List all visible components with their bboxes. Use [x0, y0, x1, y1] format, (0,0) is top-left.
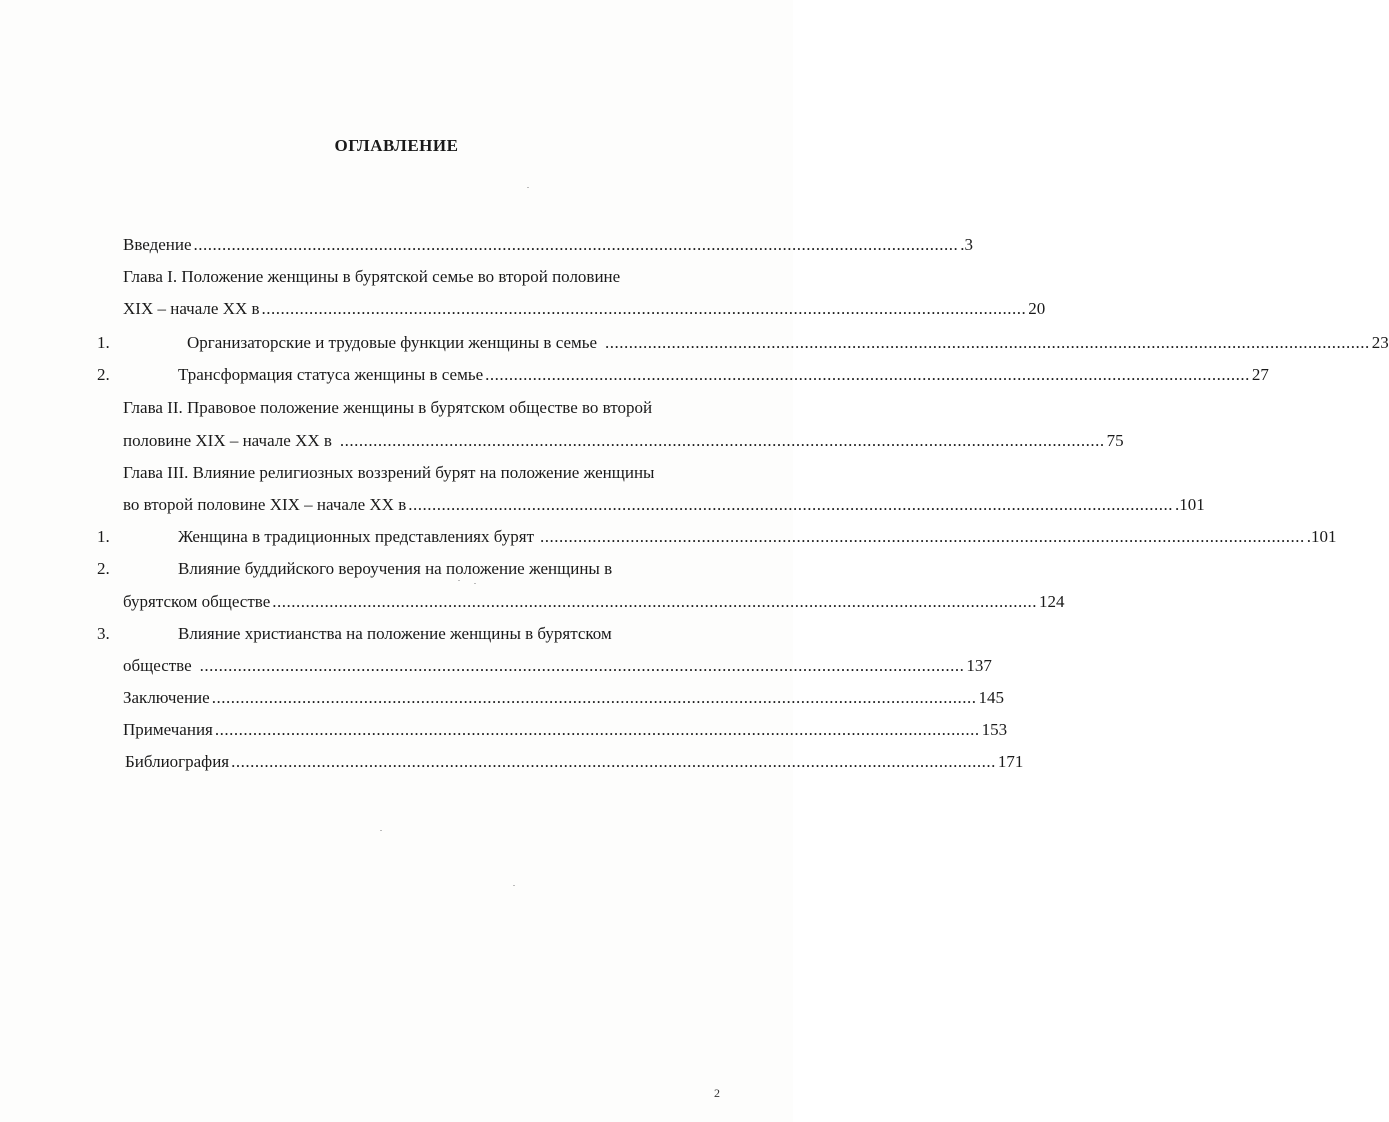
toc-entry-ch2-line2: [123, 431, 1124, 451]
toc-entry-ch1-s2: [178, 365, 1269, 385]
toc-entry-ch1-s1: [187, 333, 1389, 353]
leader-dots: .................................................................................................................................................................: [261, 299, 1027, 318]
toc-entry-ch2-line1: Глава II. Правовое положение женщины в бурятском обществе во второй: [123, 398, 653, 417]
toc-entry-ch3-s1: [178, 527, 1337, 547]
scan-speck: [474, 583, 476, 584]
toc-entry-number: 1.: [97, 333, 110, 352]
toc-entry-label: обществе: [123, 656, 192, 675]
leader-dots: .................................................................................................................................................................: [408, 495, 1173, 514]
page-title: ОГЛАВЛЕНИЕ: [334, 136, 459, 155]
toc-entry-conclusion: [123, 688, 1004, 708]
leader-dots: .................................................................................................................................................................: [214, 720, 980, 739]
toc-entry-ch3-line1: Глава III. Влияние религиозных воззрений бурят на положение женщины: [123, 463, 655, 482]
toc-entry-number: 2.: [97, 559, 110, 578]
toc-entry-page: 20: [1028, 299, 1046, 318]
toc-entry-page: .3: [960, 235, 974, 254]
page-number: 2: [714, 1086, 720, 1100]
toc-entry-label: Библиография: [125, 752, 230, 771]
toc-entry-notes: [123, 720, 1008, 740]
toc-entry-label: Организаторские и трудовые функции женщины в семье: [187, 333, 598, 352]
toc-entry-label: Заключение: [123, 688, 210, 707]
toc-entry-number: 2.: [97, 365, 110, 384]
leader-dots: .................................................................................................................................................................: [211, 688, 977, 707]
toc-entry-label: бурятском обществе: [123, 592, 271, 611]
toc-entry-label: Примечания: [123, 720, 213, 739]
leader-dots: .................................................................................................................................................................: [193, 235, 959, 254]
toc-entry-page: 153: [981, 720, 1008, 739]
toc-entry-page: 27: [1251, 365, 1269, 384]
toc-entry-label: Введение: [123, 235, 192, 254]
toc-entry-ch3-s3-line1: Влияние христианства на положение женщины в бурятском: [178, 624, 612, 643]
leader-dots: .................................................................................................................................................................: [339, 431, 1105, 450]
toc-entry-label: XIX – начале XX в: [123, 299, 260, 318]
toc-entry-page: .101: [1174, 495, 1205, 514]
scan-speck: [513, 885, 515, 886]
toc-entry-label: Женщина в традиционных представлениях бурят: [178, 527, 535, 546]
scan-speck: [458, 580, 460, 581]
toc-entry-label: половине XIX – начале XX в: [123, 431, 332, 450]
toc-entry-page: 75: [1106, 431, 1124, 450]
leader-dots: .................................................................................................................................................................: [485, 365, 1250, 384]
toc-entry-page: .101: [1306, 527, 1337, 546]
leader-dots: .................................................................................................................................................................: [540, 527, 1305, 546]
toc-entry-page: 137: [966, 656, 992, 675]
scan-speck: [527, 187, 529, 188]
toc-entry-label: во второй половине XIX – начале XX в: [123, 495, 407, 514]
scan-speck: [380, 830, 382, 831]
toc-entry-page: 145: [978, 688, 1004, 707]
toc-entry-ch3-s3-line2: [123, 656, 992, 676]
leader-dots: .................................................................................................................................................................: [199, 656, 965, 675]
toc-entry-intro: [123, 235, 974, 255]
toc-entry-label: Трансформация статуса женщины в семье: [178, 365, 484, 384]
toc-entry-page: 171: [997, 752, 1024, 771]
leader-dots: .................................................................................................................................................................: [605, 333, 1370, 352]
toc-entry-ch3-s2-line1: Влияние буддийского вероучения на положение женщины в: [178, 559, 613, 578]
toc-entry-page: 124: [1039, 592, 1065, 611]
toc-entry-bibliography: [125, 752, 1024, 772]
toc-entry-ch3-line2: [123, 495, 1205, 515]
leader-dots: .................................................................................................................................................................: [272, 592, 1037, 611]
toc-entry-number: 3.: [97, 624, 110, 643]
toc-entry-ch1-line2: [123, 299, 1046, 319]
toc-entry-number: 1.: [97, 527, 110, 546]
toc-entry-ch3-s2-line2: [123, 592, 1065, 612]
leader-dots: .................................................................................................................................................................: [231, 752, 996, 771]
toc-entry-page: 23: [1371, 333, 1389, 352]
toc-entry-ch1-line1: Глава I. Положение женщины в бурятской семье во второй половине: [123, 267, 621, 286]
